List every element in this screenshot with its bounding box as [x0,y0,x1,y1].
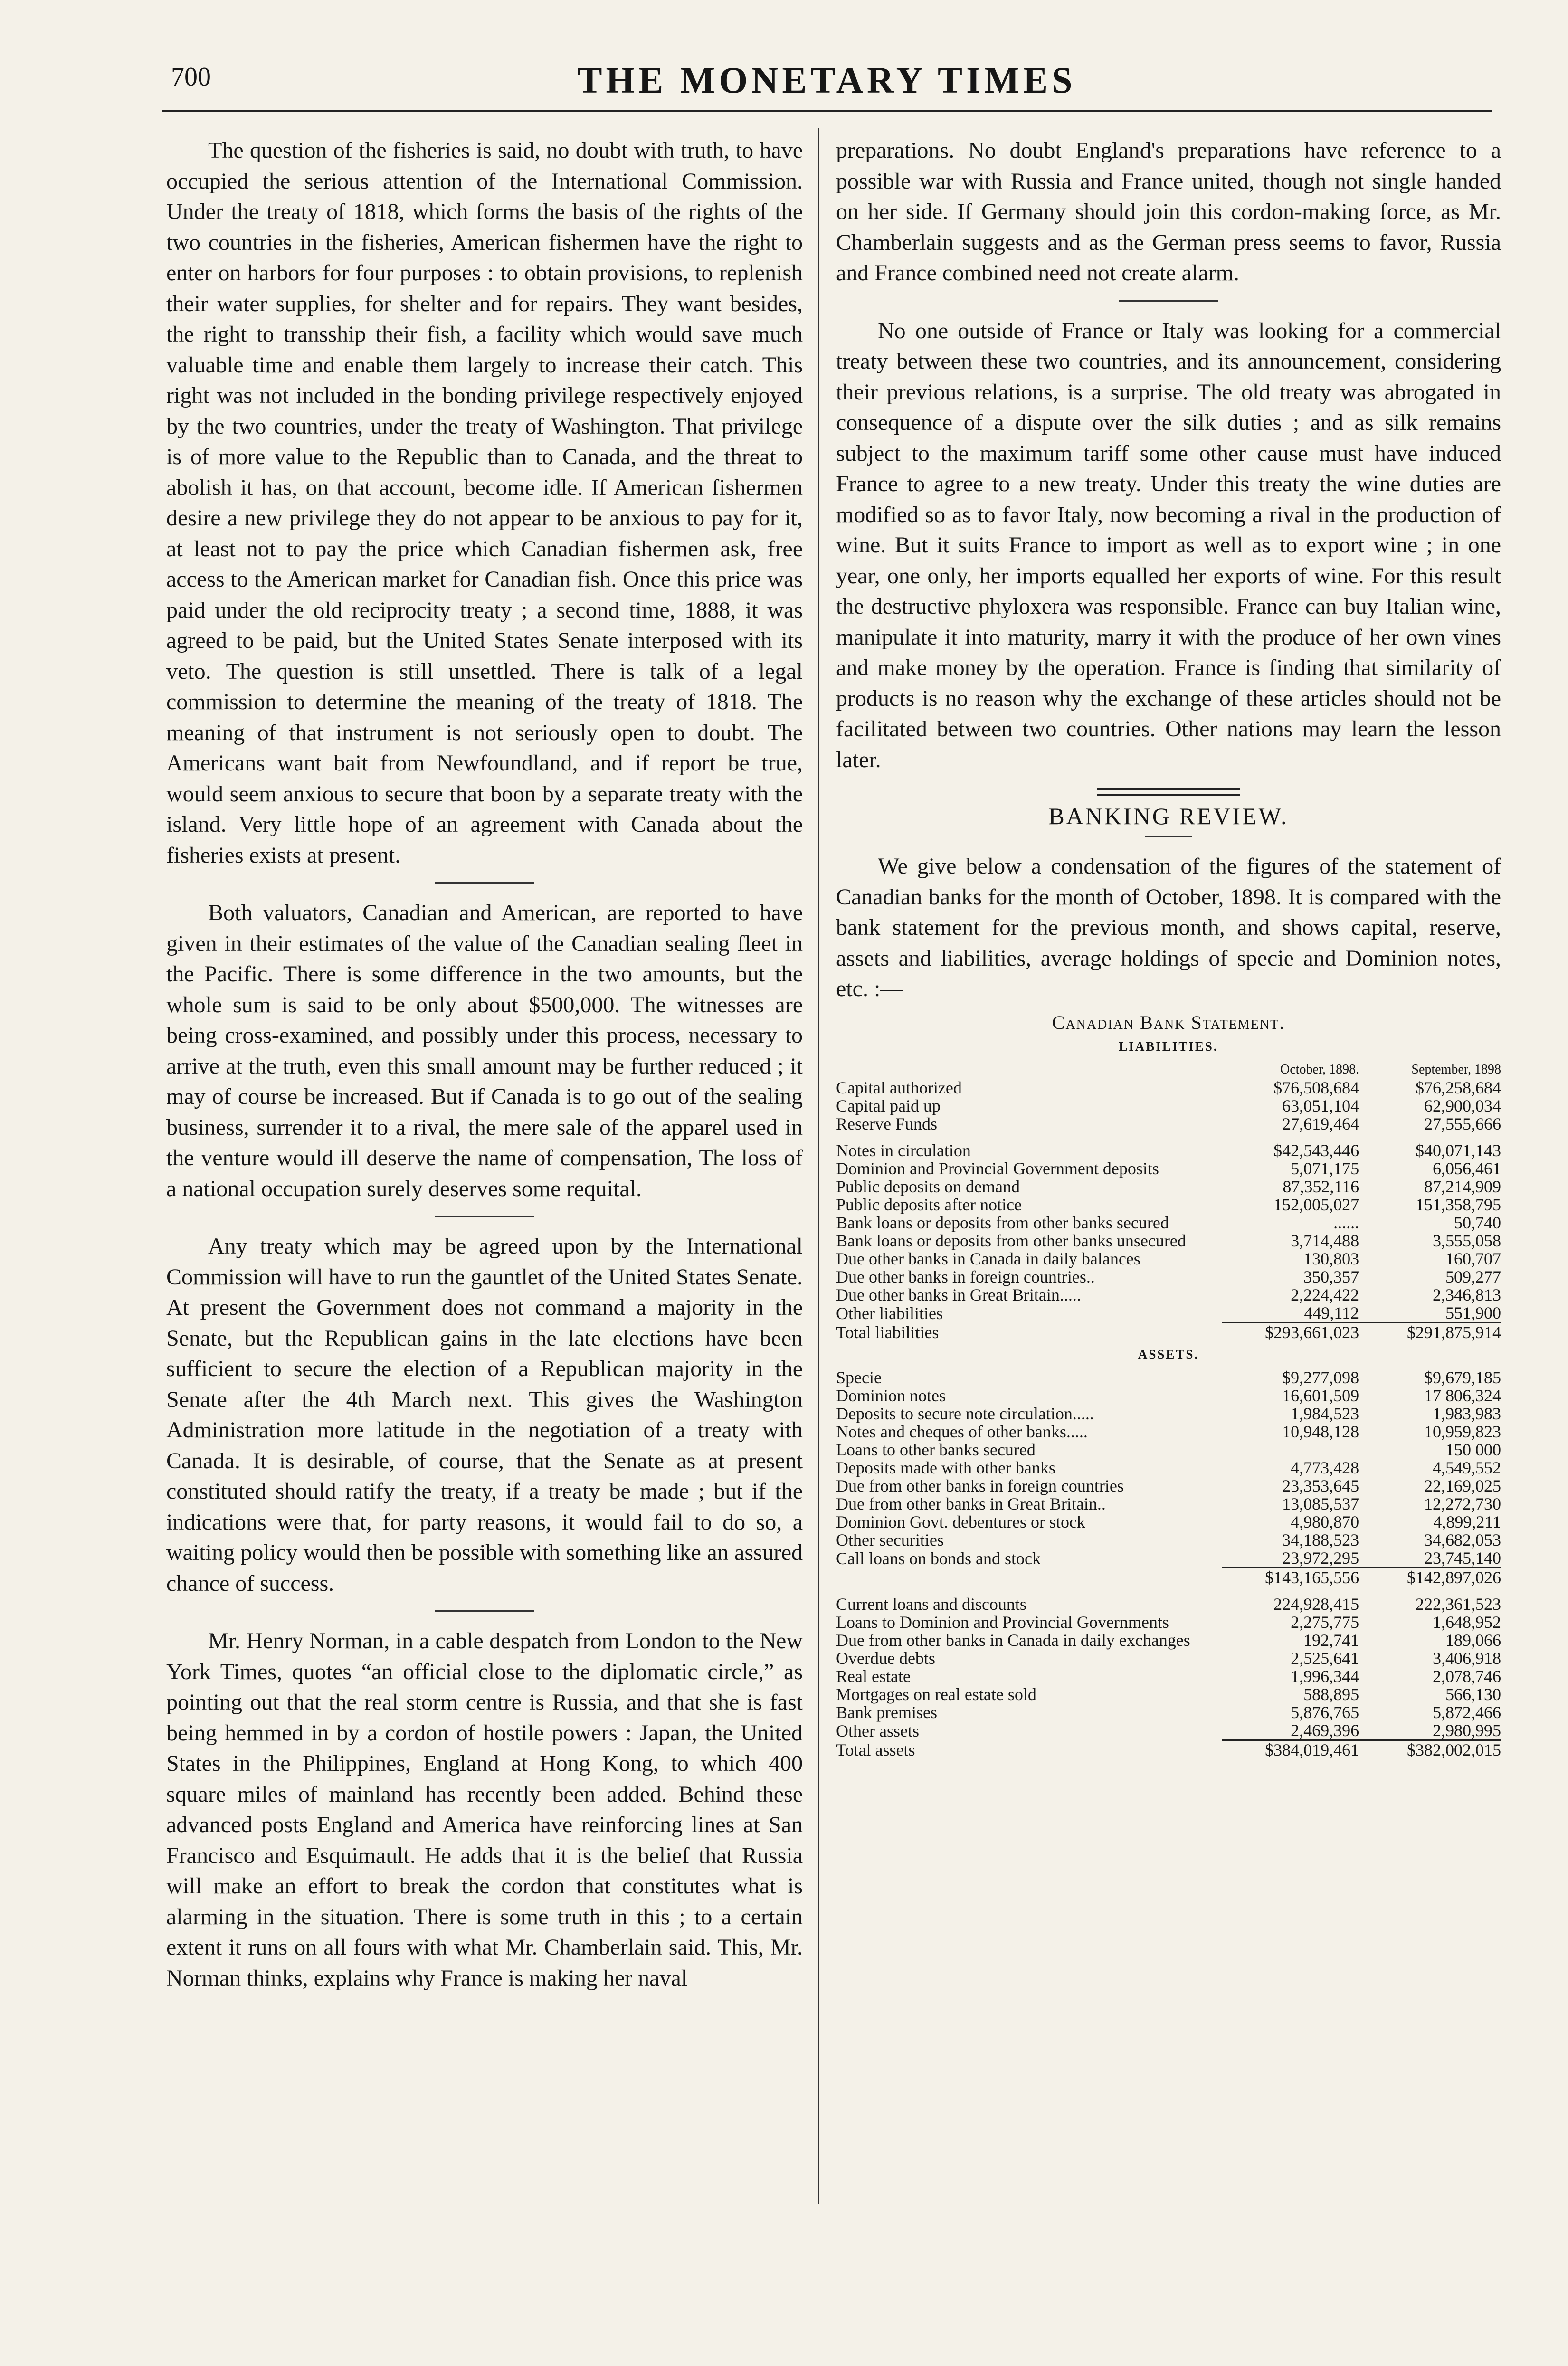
table-row [836,1703,1501,1721]
table-row [836,1115,1501,1133]
row-label: Notes in circulation [836,1140,971,1160]
row-label: Other assets [836,1721,919,1740]
table-row [836,1196,1501,1214]
section-rule [1097,788,1240,796]
row-label: Loans to Dominion and Provincial Governments [836,1612,1169,1632]
september-value: 3,555,058 [1433,1231,1501,1250]
table-row [836,1549,1501,1568]
october-value: 1,996,344 [1291,1666,1359,1686]
row-label: Bank loans or deposits from other banks secured [836,1213,1169,1232]
october-value: 1,984,523 [1291,1404,1359,1423]
right-column [836,135,1501,1759]
september-value: 509,277 [1445,1267,1501,1286]
october-value: 152,005,027 [1273,1195,1359,1214]
september-value: $291,875,914 [1359,1322,1501,1341]
september-value: 150 000 [1445,1440,1501,1459]
row-label: Due from other banks in Canada in daily exchanges [836,1630,1190,1650]
row-label: Due other banks in Great Britain..... [836,1285,1081,1304]
september-column-head: September, 1898 [1411,1062,1501,1077]
table-row [836,1613,1501,1631]
table-row [836,1649,1501,1667]
table-row [836,1685,1501,1703]
column-header-row [836,1061,1501,1079]
liabilities-heading: LIABILITIES. [1119,1039,1218,1054]
october-value: 4,980,870 [1291,1512,1359,1531]
banking-intro: We give below a condensation of the figures of the statement of Canadian banks for the month of October, 1898. It is compared with the bank statement for the previous month, and shows capital, reserve, assets and liabilities, average holdings of specie and Dominion notes, etc. :— [836,854,1501,1001]
september-value: 12,272,730 [1424,1494,1501,1513]
october-value: 5,071,175 [1291,1159,1359,1178]
september-value: 27,555,666 [1424,1114,1501,1133]
paragraph-separator [435,882,534,884]
row-label: Capital authorized [836,1078,962,1097]
october-value: 2,275,775 [1291,1612,1359,1632]
paragraph-separator [435,1610,534,1612]
table-row [836,1441,1501,1459]
september-value: 4,899,211 [1433,1512,1501,1531]
september-value: $9,679,185 [1424,1368,1501,1387]
table-row [836,1322,1501,1341]
row-label: Due other banks in Canada in daily balances [836,1249,1140,1268]
spacer-row [836,1587,1501,1595]
september-value: 3,406,918 [1433,1648,1501,1668]
row-label: Other securities [836,1530,944,1549]
row-label: Bank premises [836,1702,937,1722]
table-row [836,1568,1501,1587]
table-row [836,1250,1501,1268]
journal-title: THE MONETARY TIMES [577,59,1076,101]
row-label: Dominion Govt. debentures or stock [836,1512,1085,1531]
september-value: 1,983,983 [1433,1404,1501,1423]
october-value: 10,948,128 [1282,1422,1359,1441]
october-value: $76,508,684 [1273,1078,1359,1097]
october-value: 16,601,509 [1282,1386,1359,1405]
september-value: 189,066 [1445,1630,1501,1650]
october-value: 34,188,523 [1282,1530,1359,1549]
september-value: 5,872,466 [1433,1702,1501,1722]
norman-paragraph: Mr. Henry Norman, in a cable despatch from London to the New York Times, quotes “an official close to the diplomatic circle,” as pointing out that the real storm centre is Russia, and that she is fast being hemmed in by a cordon of hostile powers : Japan, the United States in the Philippines, England at Hong Kong, to which 400 square miles of mainland has recently been added. Behind these advanced posts England and America have reinforcing lines at San Francisco and Esquimault. He adds that it is the belief that Russia will make an effort to break the cordon that constitutes what is alarming in the situation. There is some truth in this ; to a certain extent it runs on all fours with what Mr. Chamberlain said. This, Mr. Norman thinks, explains why France is making her naval [166,1628,803,1991]
october-value [1222,1441,1359,1459]
table-row [836,1268,1501,1286]
table-row [836,1368,1501,1387]
september-value: 2,980,995 [1433,1720,1501,1740]
table-row [836,1631,1501,1649]
treaty-paragraph: No one outside of France or Italy was looking for a commercial treaty between these two countries, and its announcement, considering their previous relations, is a surprise. The old treaty was abrogated in consequence of a dispute over the silk duties ; and as silk remains subject to the maximum tariff some other cause must have induced France to agree to a new treaty. Under this treaty the wine duties are modified so as to favor Italy, now becoming a rival in the production of wine. But it suits France to import as well as to export wine ; in one year, one only, her imports equalled her exports of wine. For this result the destructive phyloxera was responsible. France can buy Italian wine, manipulate it into maturity, marry it with the produce of her own vines and make money by the operation. France is finding that similarity of products is no reason why the exchange of these articles should not be facilitated between two countries. Other nations may learn the lesson later. [836,318,1501,772]
table-row [836,1214,1501,1232]
september-value: 23,745,140 [1424,1548,1501,1568]
october-value: $143,165,556 [1222,1568,1359,1587]
row-label: Dominion notes [836,1386,946,1405]
table-row [836,1423,1501,1441]
october-value: 588,895 [1303,1684,1359,1704]
row-label: Public deposits after notice [836,1195,1022,1214]
september-value: 22,169,025 [1424,1476,1501,1495]
row-label: Deposits to secure note circulation..... [836,1404,1094,1423]
paragraph-separator [435,1216,534,1217]
row-label: Total liabilities [836,1322,939,1342]
heading-separator [1145,836,1192,837]
september-value: 222,361,523 [1416,1594,1501,1614]
table-row [836,1387,1501,1405]
sealing-paragraph: Both valuators, Canadian and American, are reported to have given in their estimates of the value of the Canadian sealing fleet in the Pacific. There is some difference in the two amounts, but the whole sum is said to be only about $500,000. The witnesses are being cross-examined, and possibly under this process, necessary to arrive at the truth, even this small amount may be further reduced ; it may of course be increased. But if Canada is to go out of the sealing business, surrender it to a rival, the mere sale of the apparel used in the venture would ill deserve the name of compensation, The loss of a national occupation surely deserves some requital. [166,900,803,1201]
october-value: 13,085,537 [1282,1494,1359,1513]
october-value: 23,972,295 [1282,1548,1359,1568]
spacer-row [836,1133,1501,1141]
september-value: 10,959,823 [1424,1422,1501,1441]
october-value: 350,357 [1303,1267,1359,1286]
september-value: 151,358,795 [1416,1195,1501,1214]
october-value: 27,619,464 [1282,1114,1359,1133]
table-row [836,1477,1501,1495]
row-label: Call loans on bonds and stock [836,1549,1041,1568]
row-label: Loans to other banks secured [836,1440,1036,1459]
september-value: 566,130 [1445,1684,1501,1704]
september-value: 17 806,324 [1424,1386,1501,1405]
september-value: 50,740 [1454,1213,1501,1232]
october-value: 63,051,104 [1282,1096,1359,1115]
table-row [836,1097,1501,1115]
september-value: 2,078,746 [1433,1666,1501,1686]
page-number: 700 [171,62,211,92]
october-value: 449,112 [1304,1303,1359,1322]
row-label: Public deposits on demand [836,1177,1020,1196]
fisheries-paragraph: The question of the fisheries is said, no doubt with truth, to have occupied the serious attention of the International Commission. Under the treaty of 1818, which forms the basis of the rights of the two countries in the fisheries, American fishermen have the right to enter on harbors for four purposes : to obtain provisions, to replenish their water supplies, for shelter and for repairs. They want besides, the right to transship their fish, a facility which would save much valuable time and enable them largely to increase their catch. This right was not included in the bonding privilege respectively enjoyed by the two countries, under the treaty of Washington. That privilege is of more value to the Republic than to Canada, and the threat to abolish it has, on that account, become idle. If American fishermen desire a new privilege they do not appear to be anxious to pay for it, at least not to pay the price which Canadian fishermen ask, free access to the American market for Canadian fish. Once this price was paid under the old reciprocity treaty ; a second time, 1888, it was agreed to be paid, but the United States Senate interposed with its veto. The question is still unsettled. There is talk of a legal commission to determine the meaning of the treaty of 1818. The meaning of that instrument is not seriously open to doubt. The Americans want bait from Newfoundland, and if report be true, would seem anxious to secure that boon by a separate treaty with the island. Very little hope of an agreement with Canada about the fisheries exists at present. [166,138,803,868]
october-value: 130,803 [1303,1249,1359,1268]
september-value: $76,258,684 [1416,1078,1501,1097]
section-heading: BANKING REVIEW. [1048,803,1289,829]
row-label: Dominion and Provincial Government deposits [836,1159,1159,1178]
table-row [836,1079,1501,1097]
row-label: Capital paid up [836,1096,941,1115]
october-value: $9,277,098 [1282,1368,1359,1387]
september-value: 1,648,952 [1433,1612,1501,1632]
row-label: Due from other banks in foreign countries [836,1476,1124,1495]
row-label: Overdue debts [836,1648,935,1668]
october-column-head: October, 1898. [1280,1062,1359,1077]
row-label: Specie [836,1368,882,1387]
row-label: Total assets [836,1740,915,1759]
table-row [836,1740,1501,1759]
row-label: Notes and cheques of other banks..... [836,1422,1088,1441]
september-value: $382,002,015 [1359,1740,1501,1759]
row-label: Current loans and discounts [836,1594,1026,1614]
table-title: Canadian Bank Statement. [1052,1011,1285,1033]
row-label: Due from other banks in Great Britain.. [836,1494,1106,1513]
october-value: ...... [1333,1213,1359,1232]
october-value: 87,352,116 [1283,1177,1359,1196]
table-row [836,1459,1501,1477]
row-label: Bank loans or deposits from other banks unsecured [836,1231,1186,1250]
september-value: $40,071,143 [1416,1140,1501,1160]
column-divider [818,128,819,2204]
table-row [836,1159,1501,1178]
table-row [836,1495,1501,1513]
october-value: 23,353,645 [1282,1476,1359,1495]
october-value: 224,928,415 [1273,1594,1359,1614]
table-row [836,1595,1501,1613]
september-value: 2,346,813 [1433,1285,1501,1304]
continuation-paragraph: preparations. No doubt England's preparations have reference to a possible war with Russia and France united, though not single handed on her side. If Germany should join this cordon-making force, as Mr. Chamberlain suggests and as the German press seems to favor, Russia and France combined need not create alarm. [836,138,1501,285]
left-column [166,135,803,1994]
table-row [836,1286,1501,1304]
september-value: 551,900 [1445,1303,1501,1322]
october-value: $384,019,461 [1222,1740,1359,1759]
table-row [836,1531,1501,1549]
table-row [836,1405,1501,1423]
october-value: 192,741 [1303,1630,1359,1650]
september-value: 6,056,461 [1433,1159,1501,1178]
row-label: Other liabilities [836,1304,943,1323]
assets-heading: ASSETS. [1138,1347,1199,1361]
row-label: Reserve Funds [836,1114,937,1133]
october-value: $293,661,023 [1222,1322,1359,1341]
row-label: Due other banks in foreign countries.. [836,1267,1095,1286]
october-value: 3,714,488 [1291,1231,1359,1250]
table-row [836,1721,1501,1740]
october-value: 2,469,396 [1291,1720,1359,1740]
row-label: Mortgages on real estate sold [836,1684,1036,1704]
row-label: Deposits made with other banks [836,1458,1055,1477]
row-label [836,1568,1222,1587]
paragraph-separator [1119,300,1218,302]
september-value: 34,682,053 [1424,1530,1501,1549]
october-value: 5,876,765 [1291,1702,1359,1722]
october-value: 4,773,428 [1291,1458,1359,1477]
october-value: 2,525,641 [1291,1648,1359,1668]
september-value: 87,214,909 [1424,1177,1501,1196]
october-value: $42,543,446 [1273,1140,1359,1160]
september-value: 160,707 [1445,1249,1501,1268]
september-value: 4,549,552 [1433,1458,1501,1477]
october-value: 2,224,422 [1291,1285,1359,1304]
table-row [836,1513,1501,1531]
table-row [836,1304,1501,1323]
september-value: 62,900,034 [1424,1096,1501,1115]
header-rule [162,110,1492,124]
table-row [836,1232,1501,1250]
liabilities-table [836,1061,1501,1341]
row-label: Real estate [836,1666,911,1686]
table-row [836,1141,1501,1159]
senate-paragraph: Any treaty which may be agreed upon by the International Commission will have to run the gauntlet of the United States Senate. At present the Government does not command a majority in the Senate, but the Republican gains in the late elections have been sufficient to secure the election of a Republican majority in the Senate after the 4th March next. This gives the Washington Administration more latitude in the negotiation of a treaty with Canada. It is desirable, of course, that the Senate as at present constituted should ratify the treaty, if a treaty be made ; but if the indications were that, for party reasons, it would fail to do so, a waiting policy would then be possible with something like an assured chance of success. [166,1234,803,1596]
assets-table [836,1368,1501,1759]
table-row [836,1178,1501,1196]
table-row [836,1667,1501,1685]
september-value: $142,897,026 [1359,1568,1501,1587]
